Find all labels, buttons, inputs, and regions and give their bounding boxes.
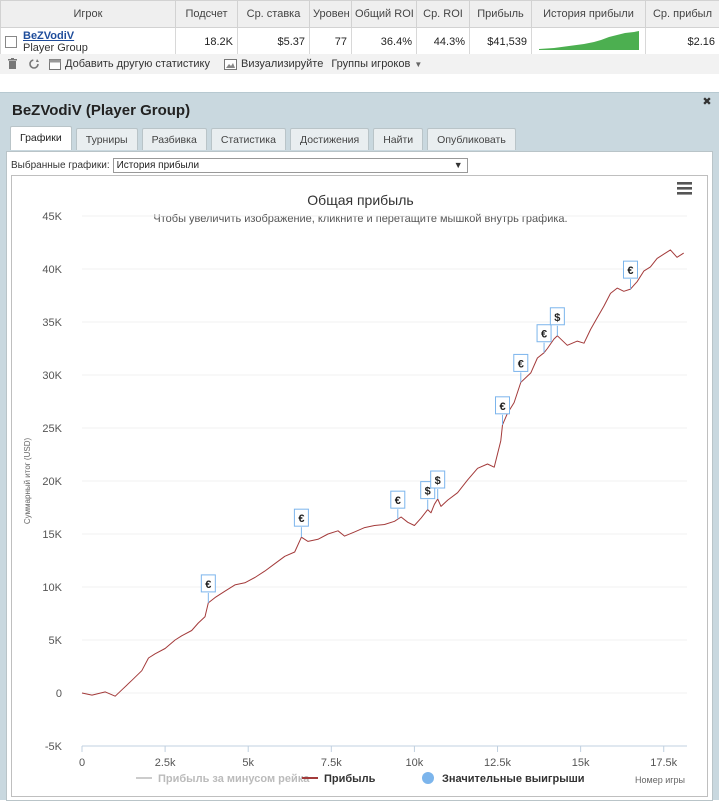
column-header-avg-profit[interactable]: Ср. прибыл (646, 1, 719, 28)
table-toolbar (0, 54, 719, 74)
avg-roi-cell: 44.3% (417, 28, 470, 56)
y-tick-label: 30K (42, 370, 62, 382)
menu-icon[interactable] (677, 182, 692, 195)
x-tick-label: 2.5k (155, 757, 176, 769)
sparkline-area (539, 31, 639, 50)
table-row[interactable] (1, 28, 719, 56)
x-tick-label: 17.5k (650, 757, 677, 769)
player-name-link[interactable]: BeZVodiV (23, 30, 88, 42)
panel-body (6, 151, 713, 801)
big-win-marker-symbol: € (205, 579, 211, 591)
tab-tournaments[interactable]: Турниры (76, 128, 138, 150)
y-tick-label: 20K (42, 476, 62, 488)
menu-icon-bar (677, 187, 692, 190)
avg-stake-cell: $5.37 (238, 28, 310, 56)
y-tick-label: 35K (42, 317, 62, 329)
y-tick-label: -5K (45, 741, 63, 753)
big-win-marker-symbol: € (499, 401, 505, 413)
profit-history-sparkline (532, 28, 646, 56)
tab-achievements[interactable]: Достижения (290, 128, 369, 150)
chart-select-label: Выбранные графики: (11, 160, 110, 171)
column-header-total-roi[interactable]: Общий ROI (352, 1, 417, 28)
player-groups-label: Группы игроков (331, 58, 410, 70)
tab-publish[interactable]: Опубликовать (427, 128, 516, 150)
big-win-marker-symbol: $ (554, 312, 560, 324)
player-cell (1, 28, 176, 56)
tab-breakdown[interactable]: Разбивка (142, 128, 207, 150)
trash-icon[interactable] (6, 58, 19, 71)
add-stats-button[interactable] (48, 58, 210, 71)
player-group-panel (0, 92, 719, 800)
table-header-row (1, 1, 719, 28)
menu-icon-bar (677, 182, 692, 185)
y-tick-label: 0 (56, 688, 62, 700)
chevron-down-icon: ▼ (414, 60, 422, 69)
panel-tabs (10, 128, 516, 150)
column-header-level[interactable]: Уровен (310, 1, 352, 28)
refresh-icon[interactable] (27, 58, 40, 71)
y-tick-label: 40K (42, 264, 62, 276)
visualize-button[interactable] (224, 58, 323, 71)
column-header-profit-history[interactable]: История прибыли (532, 1, 646, 28)
profit-series-line (82, 250, 684, 696)
close-icon[interactable]: ✖ (701, 96, 713, 108)
chart-title: Общая прибыль (307, 192, 413, 208)
y-tick-label: 10K (42, 582, 62, 594)
big-win-marker-symbol: € (395, 495, 401, 507)
level-cell: 77 (310, 28, 352, 56)
chart-subtitle: Чтобы увеличить изображение, кликните и перетащите мышкой внутрь графика. (153, 213, 567, 225)
big-win-marker-symbol: $ (425, 486, 431, 498)
x-tick-label: 15k (572, 757, 590, 769)
legend-item-label: Прибыль (324, 773, 376, 785)
y-axis-label: Суммарный итог (USD) (23, 438, 32, 525)
x-tick-label: 7.5k (321, 757, 342, 769)
profit-chart[interactable] (11, 175, 708, 797)
big-win-marker-symbol: $ (435, 475, 441, 487)
column-header-player[interactable]: Игрок (1, 1, 176, 28)
column-header-count[interactable]: Подсчет (176, 1, 238, 28)
total-roi-cell: 36.4% (352, 28, 417, 56)
y-tick-label: 15K (42, 529, 62, 541)
x-tick-label: 0 (79, 757, 85, 769)
row-checkbox[interactable] (5, 36, 17, 48)
panel-title: BeZVodiV (Player Group) (12, 102, 190, 119)
chart-select-value: История прибыли (117, 160, 199, 171)
legend-item-label: Значительные выигрыши (442, 773, 585, 785)
column-header-avg-stake[interactable]: Ср. ставка (238, 1, 310, 28)
chart-select-row (11, 158, 468, 173)
visualize-label: Визуализируйте (241, 58, 323, 70)
columns-icon (48, 58, 61, 71)
player-groups-dropdown[interactable] (331, 58, 422, 70)
chevron-down-icon: ▼ (454, 159, 463, 172)
tab-charts[interactable]: Графики (10, 126, 72, 150)
avg-profit-cell: $2.16 (646, 28, 719, 56)
tab-statistics[interactable]: Статистика (211, 128, 286, 150)
count-cell: 18.2K (176, 28, 238, 56)
profit-cell: $41,539 (470, 28, 532, 56)
stats-table (0, 0, 719, 56)
y-tick-label: 45K (42, 211, 62, 223)
add-stats-label: Добавить другую статистику (65, 58, 210, 70)
x-tick-label: 5k (242, 757, 254, 769)
column-header-avg-roi[interactable]: Ср. ROI (417, 1, 470, 28)
x-tick-label: 10k (406, 757, 424, 769)
x-tick-label: 12.5k (484, 757, 511, 769)
big-win-marker-symbol: € (541, 329, 547, 341)
tab-find[interactable]: Найти (373, 128, 423, 150)
big-win-marker-symbol: € (627, 265, 633, 277)
image-icon (224, 58, 237, 71)
legend-swatch (422, 772, 434, 784)
profit-chart-svg[interactable] (12, 176, 709, 798)
column-header-profit[interactable]: Прибыль (470, 1, 532, 28)
big-win-marker-symbol: € (298, 513, 304, 525)
legend-item-label: Прибыль за минусом рейка (158, 773, 310, 785)
y-tick-label: 5K (49, 635, 63, 647)
player-type-label: Player Group (23, 42, 88, 54)
x-axis-label: Номер игры (635, 775, 685, 785)
big-win-marker-symbol: € (518, 358, 524, 370)
menu-icon-bar (677, 192, 692, 195)
chart-select[interactable] (113, 158, 468, 173)
y-tick-label: 25K (42, 423, 62, 435)
